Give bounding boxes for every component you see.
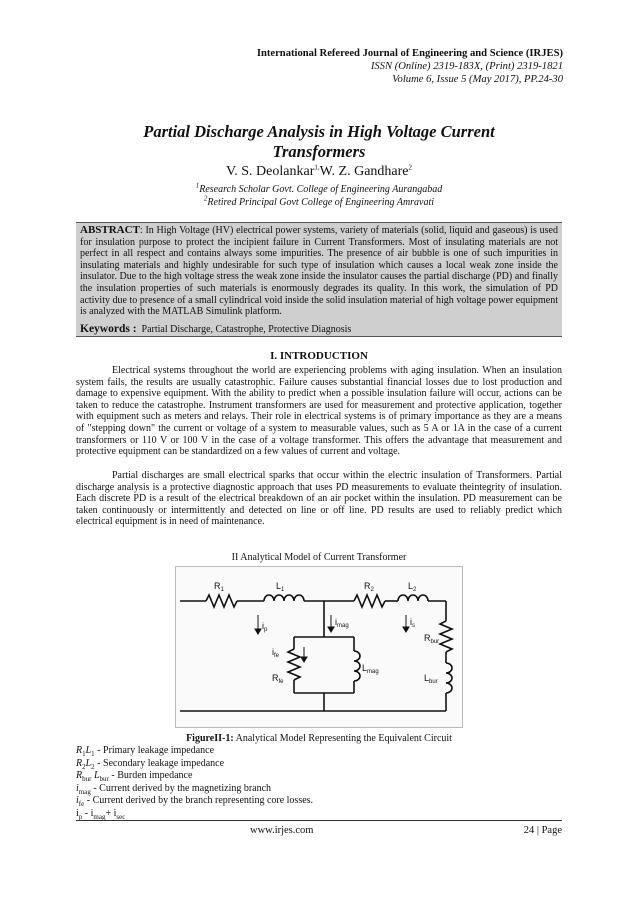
paper-title	[76, 122, 562, 162]
label-lmag: $L_{mag}$	[362, 663, 379, 675]
definition-item: $i_{fe}$ - Current derived by the branch representing core losses.	[76, 795, 314, 809]
journal-name: International Refereed Journal of Engineering and Science (IRJES)	[256, 48, 563, 59]
label-rbur: $R_{bur}$	[424, 633, 440, 645]
keywords-label: Keywords :	[80, 323, 137, 335]
definition-list	[76, 745, 562, 821]
affiliation-1-sup: 1	[195, 181, 200, 190]
definition-item: $R_{bur}$ $L_{bur}$ - Burden impedance	[76, 770, 193, 784]
figure-caption-text: Analytical Model Representing the Equivalent Circuit	[233, 733, 452, 744]
label-lbur: $L_{bur}$	[424, 673, 438, 685]
definition-item: $i_{mag}$ - Current derived by the magnetizing branch	[76, 782, 272, 796]
title-line-1: Partial Discharge Analysis in High Voltage Current	[143, 122, 495, 141]
journal-volume: Volume 6, Issue 5 (May 2017), PP.24-30	[392, 74, 563, 85]
circuit-diagram	[176, 567, 462, 727]
label-r1: $R_1$	[214, 581, 224, 593]
footer-page-number: 24 | Page	[523, 825, 562, 836]
affiliation-2-sup: 2	[203, 194, 208, 203]
section-heading-analytical-model: II Analytical Model of Current Transformer	[231, 552, 407, 563]
abstract-label: ABSTRACT	[80, 224, 140, 236]
journal-issn: ISSN (Online) 2319-183X, (Print) 2319-1821	[370, 61, 563, 72]
author-2: W. Z. Gandhare	[319, 164, 409, 179]
affiliation-1	[76, 181, 562, 196]
affiliation-1-text: Research Scholar Govt. College of Engineering Aurangabad	[199, 184, 443, 195]
label-r2: $R_2$	[364, 581, 374, 593]
equation-line: $i_p - i_{mag}+ i_{sec}$	[76, 807, 126, 821]
abstract-box	[76, 222, 562, 322]
figure-caption-label: FigureII-1:	[186, 733, 234, 744]
keywords-box	[76, 322, 562, 337]
label-ife: $i_{fe}$	[272, 647, 280, 659]
journal-header	[257, 47, 563, 86]
authors	[76, 164, 562, 180]
label-rfe: $R_{fe}$	[272, 673, 284, 685]
footer-url: www.irjes.com	[250, 825, 314, 836]
definition-item: $R_2L_2$ - Secondary leakage impedance	[76, 757, 225, 771]
label-ip: $i_p$	[262, 621, 268, 633]
author-1-sup: 1,	[314, 163, 320, 172]
intro-paragraph-2-text: Partial discharges are small electrical sparks that occur within the electric insulation of Transformers. Partial discharge analysis is a protective diagnostic approach that uses PD measurements to evaluate theintegrity of insulation. Each discrete PD is a result of the electrical breakdown of an air pocket within the insulation. PD measurement can be taken continuously or intermittently and detected on line or off line. PD results are used to reliably predict which electrical equipment is in need of maintenance.	[76, 470, 562, 528]
intro-paragraph-1	[76, 365, 562, 458]
label-l1: $L_1$	[276, 581, 285, 593]
label-is: $i_s$	[410, 617, 415, 629]
affiliation-2-text: Retired Principal Govt College of Engineering Amravati	[207, 197, 435, 208]
equivalent-circuit-figure	[175, 566, 463, 728]
intro-paragraph-2	[76, 470, 562, 528]
author-1: V. S. Deolankar	[225, 164, 315, 179]
intro-paragraph-1-text: Electrical systems throughout the world are experiencing problems with aging insulation. When an insulation system fails, the results are usually catastrophic. Failure causes substantial financial losses due to lost production and damage to expensive equipment. With the ability to predict when a possible insulation failure will occur, actions can be taken to reduce the catastrophe. Instrument transformers are used for measurement and protective application, together with equipment such as meters and relays. Their role in electrical systems is of primary importance as they are a means of "stepping down" the current or voltage of a system to measurable values, such as 5 A or 1A in the case of a current transformers or 110 V or 100 V in the case of a voltage transformer. This offers the advantage that measurement and protective equipment can be standardized on a few values of current and voltage.	[76, 365, 562, 458]
section-heading-introduction: I. INTRODUCTION	[270, 350, 368, 362]
author-2-sup: 2	[408, 163, 413, 172]
label-imag: $i_{mag}$	[335, 617, 349, 629]
title-line-2: Transformers	[272, 142, 366, 161]
keywords-text: Partial Discharge, Catastrophe, Protective Diagnosis	[141, 324, 352, 335]
abstract-text: : In High Voltage (HV) electrical power systems, variety of materials (solid, liquid and gaseous) is used for insulation purpose to protect the incipient failure in Current Transformers. Most of insulating materials are not perfect in all respect and contains always some impurities. The presence of air bubble is one of such impurities in insulating materials and highly undesirable for such type of insulation which causes a local weak zone inside the insulator. Due to the high voltage stress the weak zone inside the insulator causes the partial discharge (PD) and finally the insulation properties of such materials is enormously degrades its quality. In this work, the simulation of PD activity due to presence of a small cylindrical void inside the solid insulation material of high voltage power equipment is analyzed with the MATLAB Simulink platform.	[80, 225, 558, 318]
affiliation-2	[76, 194, 562, 209]
footer-divider	[76, 820, 562, 821]
definition-item: $R_1L_1$ - Primary leakage impedance	[76, 745, 215, 758]
label-l2: $L_2$	[408, 581, 417, 593]
figure-caption	[76, 733, 562, 744]
